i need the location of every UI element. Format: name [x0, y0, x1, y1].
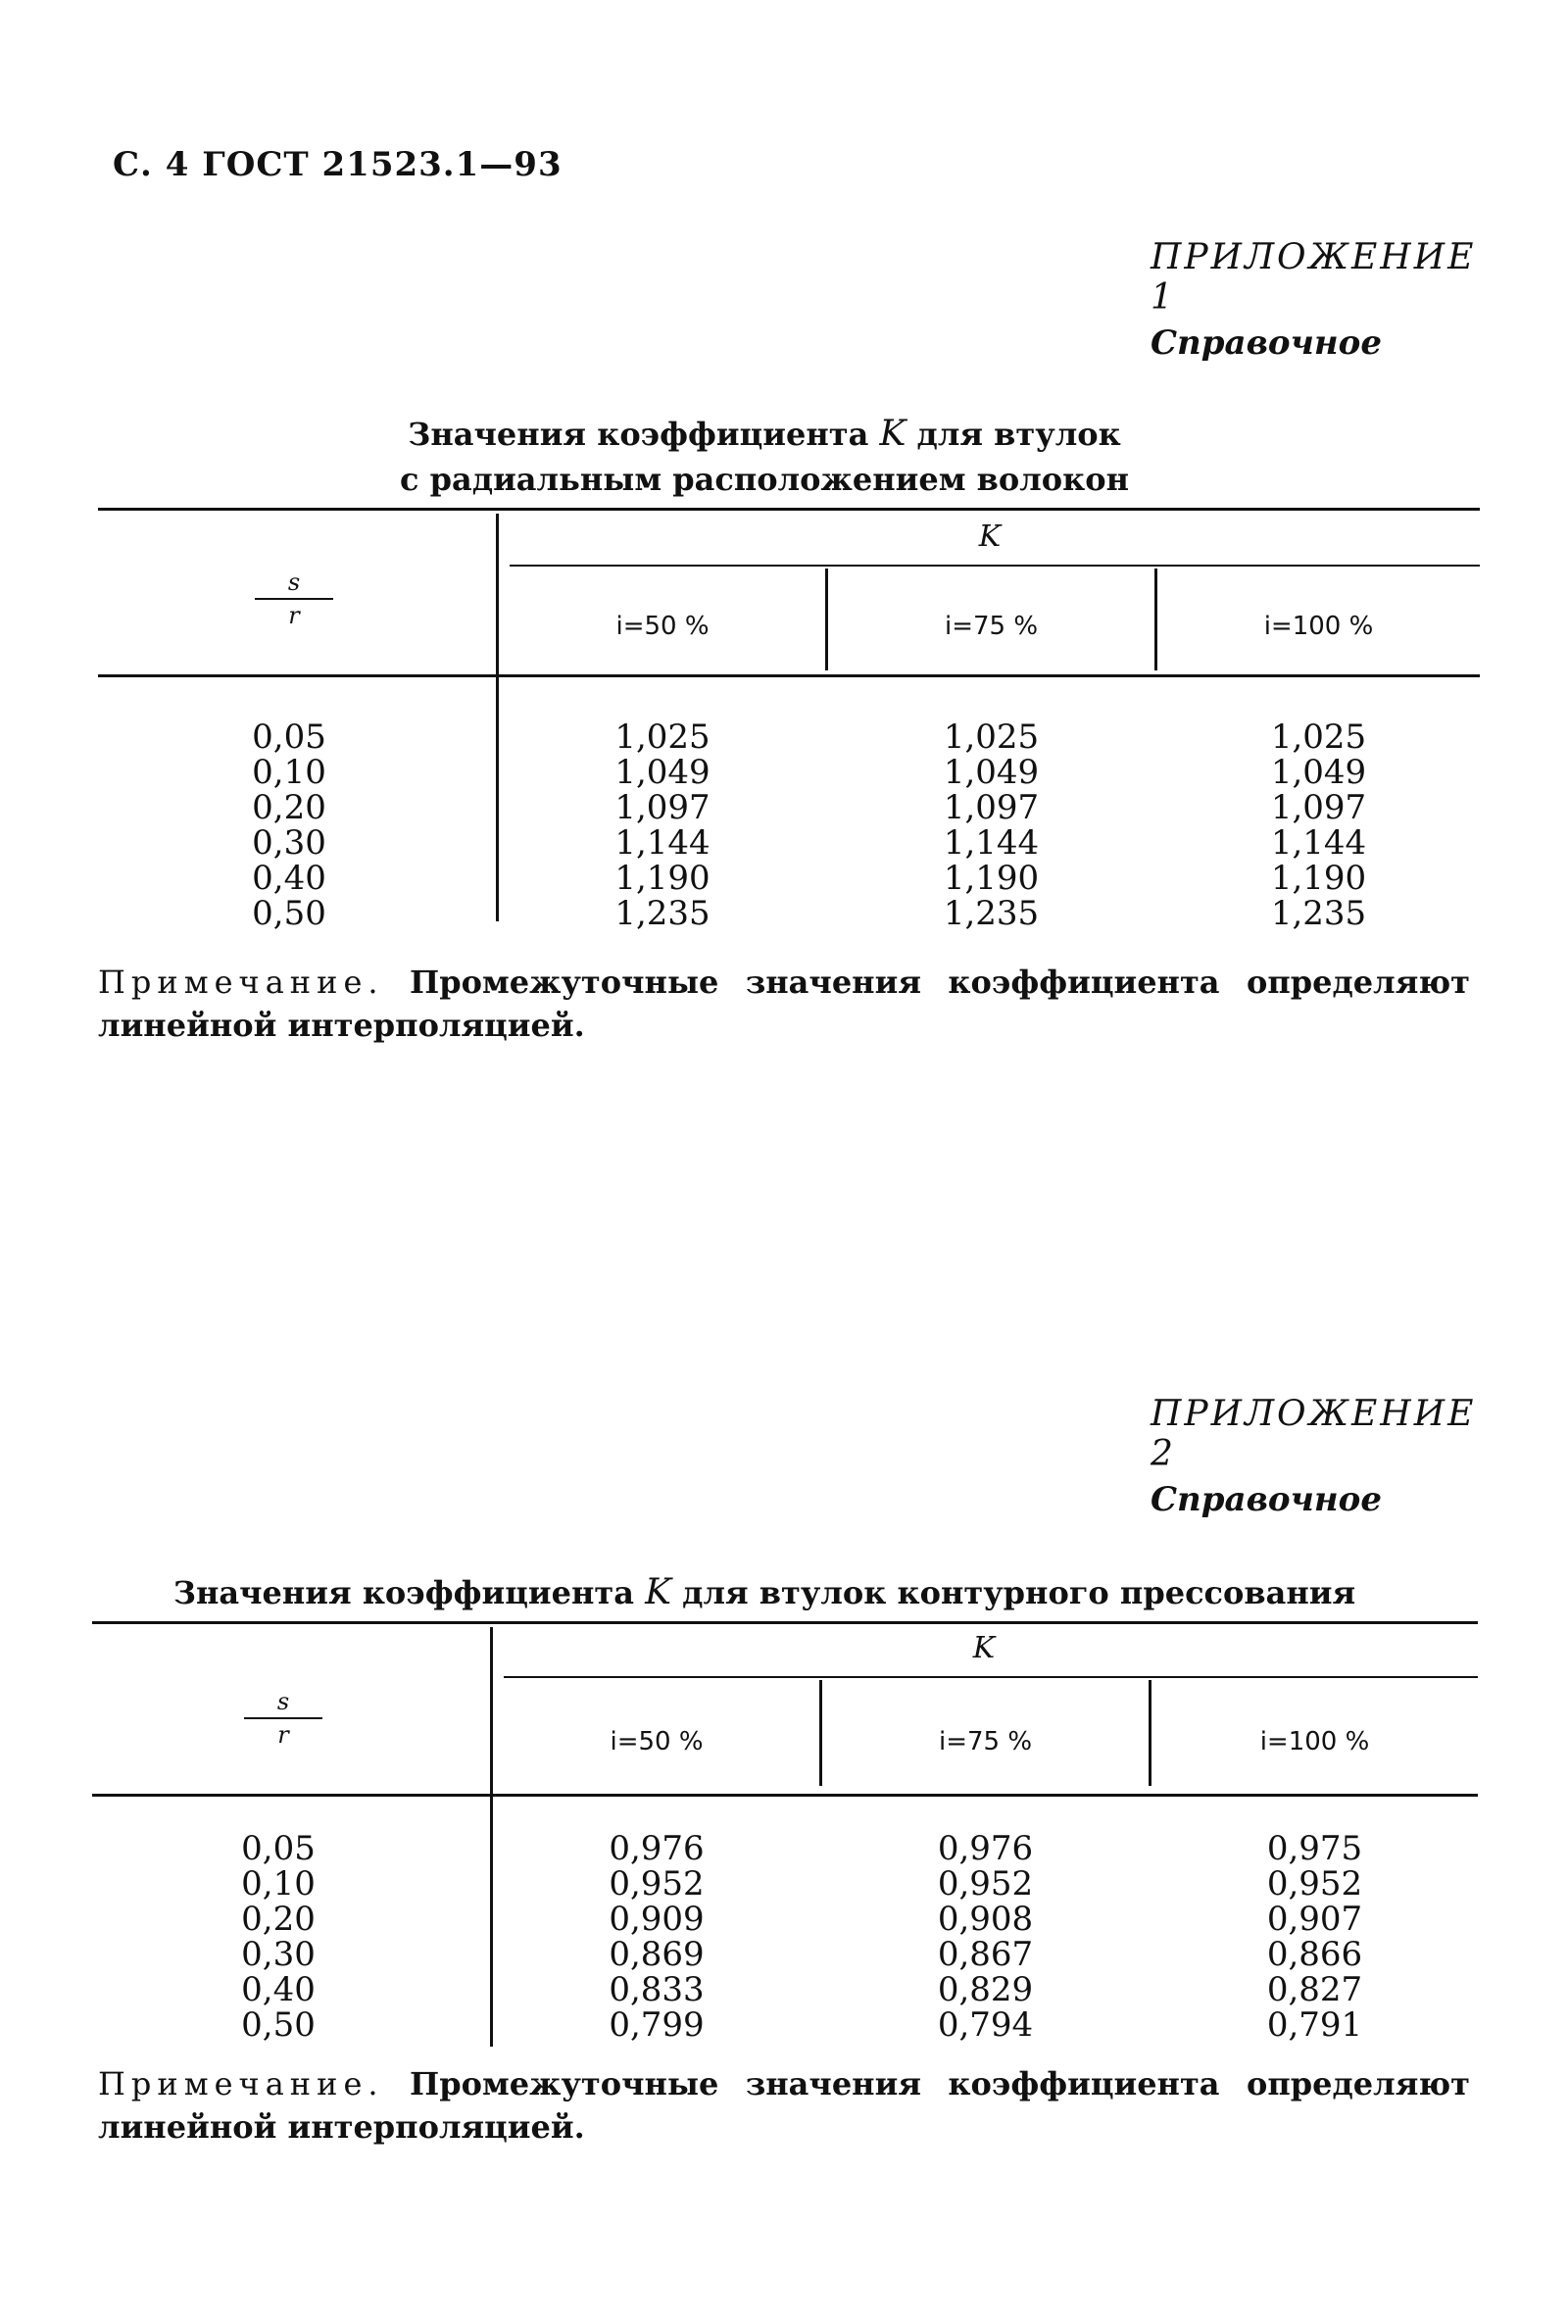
table-1-sr-0: 0,05: [252, 717, 326, 757]
table-1-sr-5: 0,50: [252, 894, 326, 933]
table-1: [98, 508, 1480, 933]
table-1-col-head-50: i=50 %: [615, 612, 710, 641]
table-2-col-head-75: i=75 %: [938, 1727, 1033, 1756]
table-2-sr-1: 0,10: [241, 1864, 316, 1904]
table-2-c1-2: 0,909: [609, 1900, 705, 1939]
table-1-c3-5: 1,235: [1270, 894, 1367, 933]
table-2: [92, 1621, 1478, 2052]
table-1-c1-1: 1,049: [614, 753, 710, 792]
table-1-c3-4: 1,190: [1270, 859, 1367, 898]
table-1-c3-0: 1,025: [1270, 717, 1367, 757]
table-1-c1-5: 1,235: [614, 894, 710, 933]
table-2-c3-3: 0,866: [1266, 1935, 1363, 1974]
caption-k-symbol: K: [879, 414, 906, 454]
appendix-2-title: ПРИЛОЖЕНИЕ 2: [1151, 1394, 1477, 1474]
table-2-divider: [490, 1627, 493, 2047]
table-2-c1-3: 0,869: [609, 1935, 705, 1974]
table-2-c2-1: 0,952: [937, 1864, 1034, 1904]
table-1-c2-0: 1,025: [943, 717, 1040, 757]
table-1-divider: [496, 514, 499, 921]
table-2-sr-3: 0,30: [241, 1935, 316, 1974]
table-1-caption: [0, 412, 1548, 502]
table-2-c1-0: 0,976: [609, 1829, 705, 1868]
page-header: С. 4 ГОСТ 21523.1—93: [113, 145, 563, 184]
note-1-label: Примечание.: [98, 964, 384, 1001]
table-2-c2-2: 0,908: [937, 1900, 1034, 1939]
table-2-col-head-100: i=100 %: [1259, 1727, 1370, 1756]
table-1-c1-0: 1,025: [614, 717, 710, 757]
table-1-col-sr: [206, 719, 372, 931]
table-1-col-head-75: i=75 %: [944, 612, 1039, 641]
table-1-c2-5: 1,235: [943, 894, 1040, 933]
table-1-col-75: [828, 719, 1154, 931]
appendix-2-subtitle: Справочное: [1151, 1480, 1382, 1519]
table-2-top-rule: [92, 1621, 1478, 1624]
table-1-c1-2: 1,097: [614, 788, 710, 827]
table-2-sr-0: 0,05: [241, 1829, 316, 1868]
table-1-col-head-100: i=100 %: [1263, 612, 1374, 641]
table-2-c2-3: 0,867: [937, 1935, 1034, 1974]
table-2-caption: Значения коэффициента K для втулок контурного прессования: [172, 1572, 1356, 1612]
table-2-col-head-50: i=50 %: [610, 1727, 704, 1756]
table-1-c2-1: 1,049: [943, 753, 1040, 792]
table-1-k-header: K: [978, 519, 1002, 554]
table-2-s-over-r: $\frac{s}{r}$: [244, 1688, 322, 1749]
table-2-c3-2: 0,907: [1266, 1900, 1363, 1939]
table-1-col-50: [500, 719, 825, 931]
table-1-c2-4: 1,190: [943, 859, 1040, 898]
table-2-c3-5: 0,791: [1266, 2005, 1363, 2045]
appendix-1-heading: [1151, 237, 1477, 363]
table-2-c2-5: 0,794: [937, 2005, 1034, 2045]
table-1-sr-1: 0,10: [252, 753, 326, 792]
table-1-note: [98, 961, 1470, 1047]
table-2-c1-5: 0,799: [609, 2005, 705, 2045]
table-2-col-100: [1152, 1831, 1478, 2043]
appendix-1-subtitle: Справочное: [1151, 323, 1382, 363]
caption-2-k-symbol: K: [645, 1572, 671, 1612]
table-1-k-rule: [510, 565, 1480, 567]
table-2-note: [98, 2062, 1470, 2149]
table-1-c3-3: 1,144: [1270, 823, 1367, 863]
table-2-c3-4: 0,827: [1266, 1970, 1363, 2009]
table-1-caption-line1: Значения коэффициента K для втулок: [408, 414, 1121, 454]
note-2-label: Примечание.: [98, 2065, 384, 2102]
table-2-col-75: [822, 1831, 1149, 2043]
table-2-col-sr: [190, 1831, 367, 2043]
table-2-col-50: [494, 1831, 819, 2043]
table-2-c1-4: 0,833: [609, 1970, 705, 2009]
table-2-k-header: K: [972, 1631, 996, 1665]
table-2-head-rule: [92, 1794, 1478, 1797]
table-1-c2-2: 1,097: [943, 788, 1040, 827]
table-2-k-rule: [504, 1676, 1478, 1678]
table-2-c3-1: 0,952: [1266, 1864, 1363, 1904]
table-2-c3-0: 0,975: [1266, 1829, 1363, 1868]
table-1-sr-4: 0,40: [252, 859, 326, 898]
table-1-top-rule: [98, 508, 1480, 511]
table-1-head-rule: [98, 674, 1480, 677]
note-2-text: Промежуточные значения коэффициента определяют линейной интерполяцией.: [98, 2065, 1471, 2146]
note-1-text: Промежуточные значения коэффициента определяют линейной интерполяцией.: [98, 964, 1471, 1044]
table-1-c1-4: 1,190: [614, 859, 710, 898]
table-2-c2-0: 0,976: [937, 1829, 1034, 1868]
table-1-caption-line2: с радиальным расположением волокон: [400, 461, 1129, 498]
table-2-sr-2: 0,20: [241, 1900, 316, 1939]
table-2-c1-1: 0,952: [609, 1864, 705, 1904]
appendix-1-title: ПРИЛОЖЕНИЕ 1: [1151, 237, 1477, 318]
table-1-s-over-r: $\frac{s}{r}$: [255, 569, 333, 629]
appendix-2-heading: [1151, 1394, 1477, 1519]
table-2-sr-4: 0,40: [241, 1970, 316, 2009]
table-1-sr-2: 0,20: [252, 788, 326, 827]
table-2-c2-4: 0,829: [937, 1970, 1034, 2009]
table-1-c3-1: 1,049: [1270, 753, 1367, 792]
table-1-c2-3: 1,144: [943, 823, 1040, 863]
table-1-c1-3: 1,144: [614, 823, 710, 863]
table-1-c3-2: 1,097: [1270, 788, 1367, 827]
table-1-sr-3: 0,30: [252, 823, 326, 863]
table-1-col-100: [1157, 719, 1480, 931]
table-2-sr-5: 0,50: [241, 2005, 316, 2045]
